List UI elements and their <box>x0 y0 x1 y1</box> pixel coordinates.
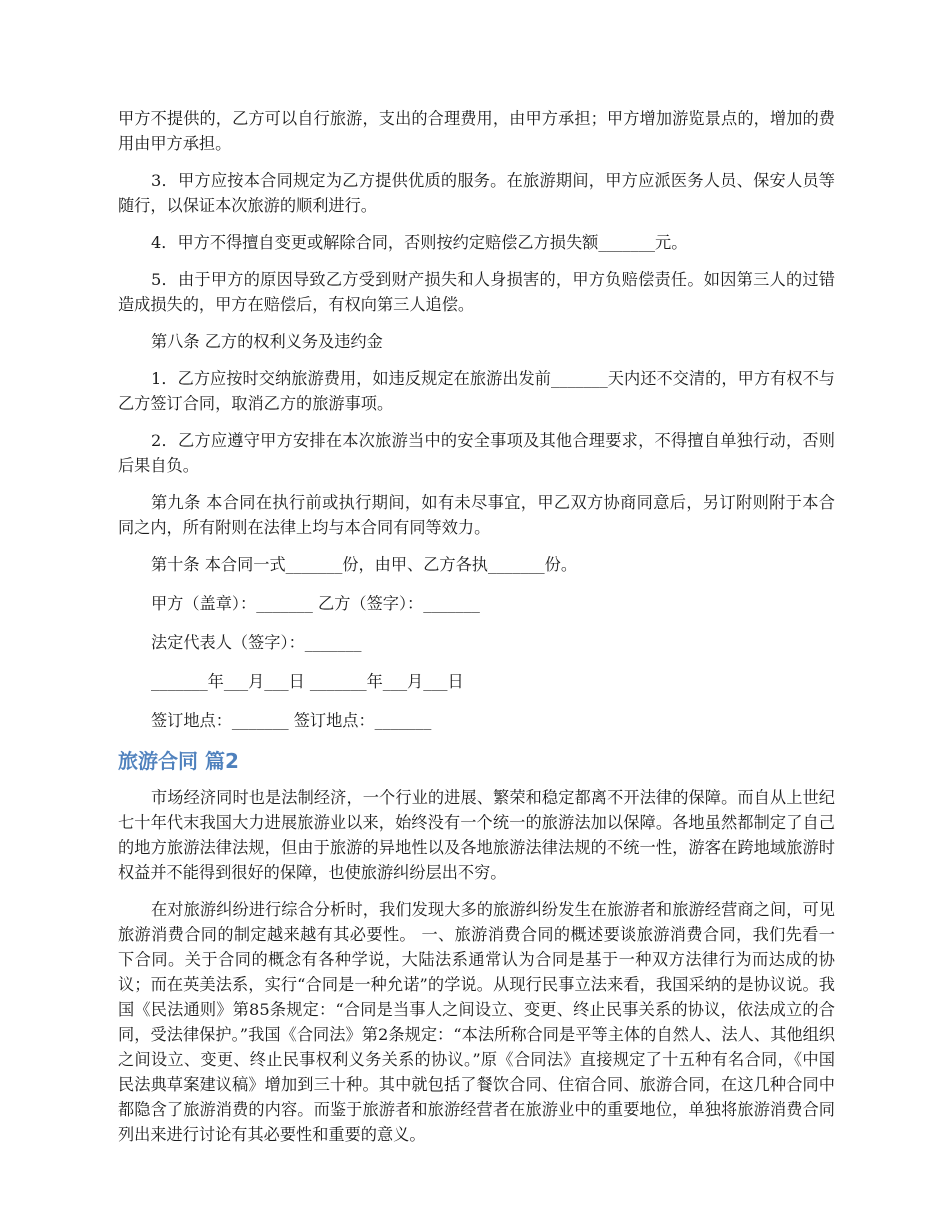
clause-4: 4．甲方不得擅自变更或解除合同，否则按约定赔偿乙方损失额_______元。 <box>151 233 688 252</box>
legal-representative: 法定代表人（签字）：_______ <box>151 633 362 652</box>
article-8-clause-2: 2．乙方应遵守甲方安排在本次旅游当中的安全事项及其他合理要求，不得擅自单独行动，否则后果自负。 <box>118 431 835 475</box>
section2-paragraph-1: 市场经济同时也是法制经济，一个行业的进展、繁荣和稳定都离不开法律的保障。而自从上世纪七十年代末我国大力进展旅游业以来，始终没有一个统一的旅游法加以保障。各地虽然都制定了自己的地方旅游法律法规，但由于旅游的异地性以及各地旅游法律法规的不统一性，游客在跨地域旅游时权益并不能得到很好的保障，也使旅游纠纷层出不穷。 <box>118 788 835 882</box>
signing-dates: _______年___月___日 _______年___月___日 <box>151 672 464 691</box>
signing-places: 签订地点：_______ 签订地点：_______ <box>151 711 432 730</box>
section2-paragraph-2: 在对旅游纠纷进行综合分析时，我们发现大多的旅游纠纷发生在旅游者和旅游经营商之间，可见旅游消费合同的制定越来越有其必要性。 一、旅游消费合同的概述要谈旅游消费合同，我们先看一下合同。关于合同的概念有各种学说，大陆法系通常认为合同是基于一种双方法律行为而达成的协议；而在英美法系，实行“合同是一种允诺”的学说。从现行民事立法来看，我国采纳的是协议说。我国《民法通则》第85条规定：“合同是当事人之间设立、变更、终止民事关系的协议，依法成立的合同，受法律保护。”我国《合同法》第2条规定：“本法所称合同是平等主体的自然人、法人、其他组织之间设立、变更、终止民事权利义务关系的协议。”原《合同法》直接规定了十五种有名合同，《中国民法典草案建议稿》增加到三十种。其中就包括了餐饮合同、住宿合同、旅游合同，在这几种合同中都隐含了旅游消费的内容。而鉴于旅游者和旅游经营者在旅游业中的重要地位，单独将旅游消费合同列出来进行讨论有其必要性和重要的意义。 <box>118 900 835 1144</box>
section-heading: 旅游合同 篇2 <box>118 749 239 773</box>
article-9: 第九条 本合同在执行前或执行期间，如有未尽事宜，甲乙双方协商同意后，另订附则附于本合同之内，所有附则在法律上均与本合同有同等效力。 <box>118 493 835 537</box>
article-8-clause-1: 1．乙方应按时交纳旅游费用，如违反规定在旅游出发前_______天内还不交清的，甲方有权不与乙方签订合同，取消乙方的旅游事项。 <box>118 369 835 413</box>
paragraph-continuation: 甲方不提供的，乙方可以自行旅游，支出的合理费用，由甲方承担；甲方增加游览景点的，增加的费用由甲方承担。 <box>118 109 835 153</box>
clause-3: 3．甲方应按本合同规定为乙方提供优质的服务。在旅游期间，甲方应派医务人员、保安人员等随行，以保证本次旅游的顺利进行。 <box>118 171 835 215</box>
signature-parties: 甲方（盖章）：_______ 乙方（签字）：_______ <box>151 594 480 613</box>
article-10: 第十条 本合同一式_______份，由甲、乙方各执_______份。 <box>151 555 578 574</box>
clause-5: 5．由于甲方的原因导致乙方受到财产损失和人身损害的，甲方负赔偿责任。如因第三人的过错造成损失的，甲方在赔偿后，有权向第三人追偿。 <box>118 270 835 314</box>
article-8-title: 第八条 乙方的权利义务及违约金 <box>151 332 383 351</box>
document-body <box>118 106 835 1159</box>
